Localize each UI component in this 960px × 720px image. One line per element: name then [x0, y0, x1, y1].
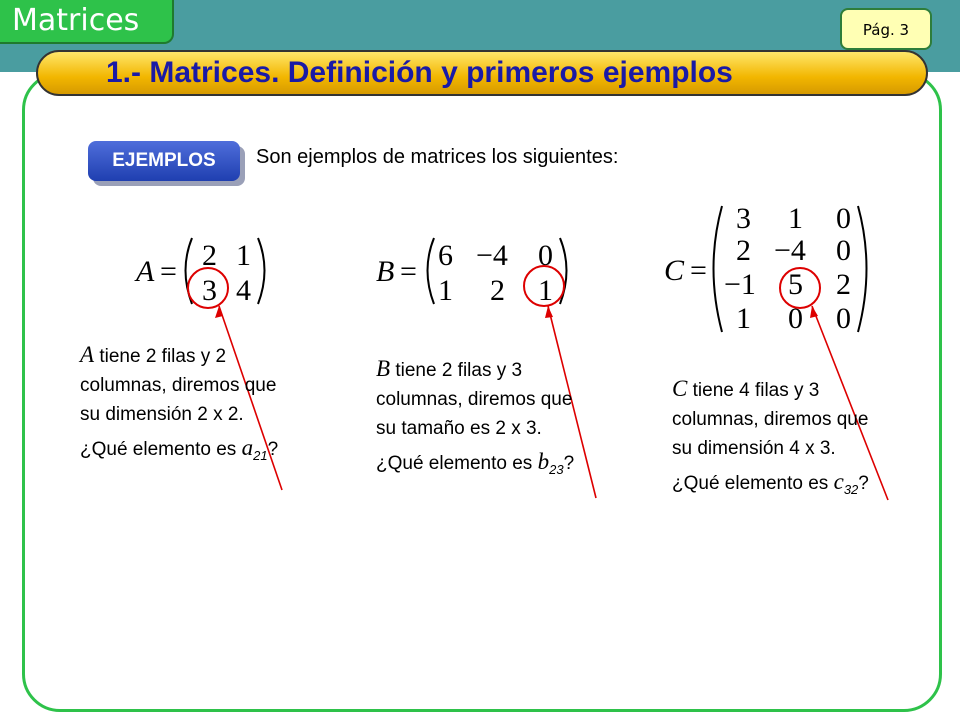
desc-c-line1: tiene 4 filas y 3	[687, 380, 820, 401]
matrix-cell: −4	[476, 239, 508, 272]
matrix-c-equals: =	[690, 254, 707, 287]
matrix-b-equals: =	[400, 255, 417, 288]
desc-a-line1: tiene 2 filas y 2	[94, 346, 227, 367]
desc-a-sub: 21	[253, 448, 268, 463]
matrix-cell: 1	[538, 274, 553, 307]
matrix-cell: 0	[538, 239, 553, 272]
matrix-cell: 1	[438, 274, 453, 307]
desc-a-line3: su dimensión 2 x 2.	[80, 404, 244, 425]
ejemplos-badge: EJEMPLOS	[88, 141, 240, 181]
desc-b-question: ¿Qué elemento es	[376, 453, 538, 474]
matrix-cell: 1	[236, 239, 251, 272]
desc-c-elem: c	[833, 469, 844, 494]
page-number-badge: Pág. 3	[840, 8, 932, 50]
desc-a-end: ?	[267, 439, 279, 460]
matrix-cell: 0	[836, 234, 851, 267]
desc-b-sub: 23	[549, 462, 564, 477]
matrix-a-equals: =	[160, 255, 177, 288]
matrix-cell: 2	[836, 268, 851, 301]
desc-c-line2: columnas, diremos que	[672, 409, 869, 430]
desc-c-sub: 32	[843, 482, 859, 497]
matrix-a-name: A	[136, 255, 155, 288]
matrix-cell: 1	[736, 302, 751, 335]
desc-a-line2: columnas, diremos que	[80, 375, 277, 396]
desc-a-question: ¿Qué elemento es	[80, 439, 242, 460]
description-a	[80, 340, 278, 470]
desc-c-line3: su dimensión 4 x 3.	[672, 438, 836, 459]
highlight-circle-b	[524, 266, 564, 306]
desc-b-line2: columnas, diremos que	[376, 389, 573, 410]
slide-title: 1.- Matrices. Definición y primeros ejemplos	[106, 56, 733, 89]
matrix-cell: 2	[736, 234, 751, 267]
matrix-cell: 0	[836, 202, 851, 235]
matrix-cell: 2	[202, 239, 217, 272]
arrow-c-head	[810, 306, 818, 318]
matrix-cell: 6	[438, 239, 453, 272]
matrix-cell: 0	[836, 302, 851, 335]
desc-b-line1: tiene 2 filas y 3	[390, 360, 523, 381]
desc-b-line3: su tamaño es 2 x 3.	[376, 418, 542, 439]
desc-b-end: ?	[563, 453, 575, 474]
desc-a-var: A	[80, 342, 95, 367]
desc-c-question: ¿Qué elemento es	[672, 473, 834, 494]
matrix-cell: 3	[202, 274, 217, 307]
matrix-cell: 4	[236, 274, 251, 307]
highlight-circle-a	[188, 268, 228, 308]
highlight-circle-c	[780, 268, 820, 308]
description-b	[376, 354, 574, 484]
desc-c-end: ?	[858, 473, 869, 494]
desc-c-var: C	[672, 376, 688, 401]
matrix-cell: 5	[788, 268, 803, 301]
matrix-c-name: C	[664, 254, 685, 287]
matrix-b-name: B	[376, 255, 395, 288]
brand-tab: Matrices	[0, 0, 174, 44]
matrix-cell: −1	[724, 268, 756, 301]
matrix-cell: −4	[774, 234, 806, 267]
matrix-cell: 1	[788, 202, 803, 235]
desc-b-elem: b	[537, 449, 550, 474]
desc-a-elem: a	[241, 435, 254, 460]
description-c	[672, 374, 869, 504]
matrix-cell: 3	[736, 202, 751, 235]
matrix-cell: 2	[490, 274, 505, 307]
intro-text: Son ejemplos de matrices los siguientes:	[256, 146, 619, 168]
matrix-cell: 0	[788, 302, 803, 335]
desc-b-var: B	[376, 356, 391, 381]
